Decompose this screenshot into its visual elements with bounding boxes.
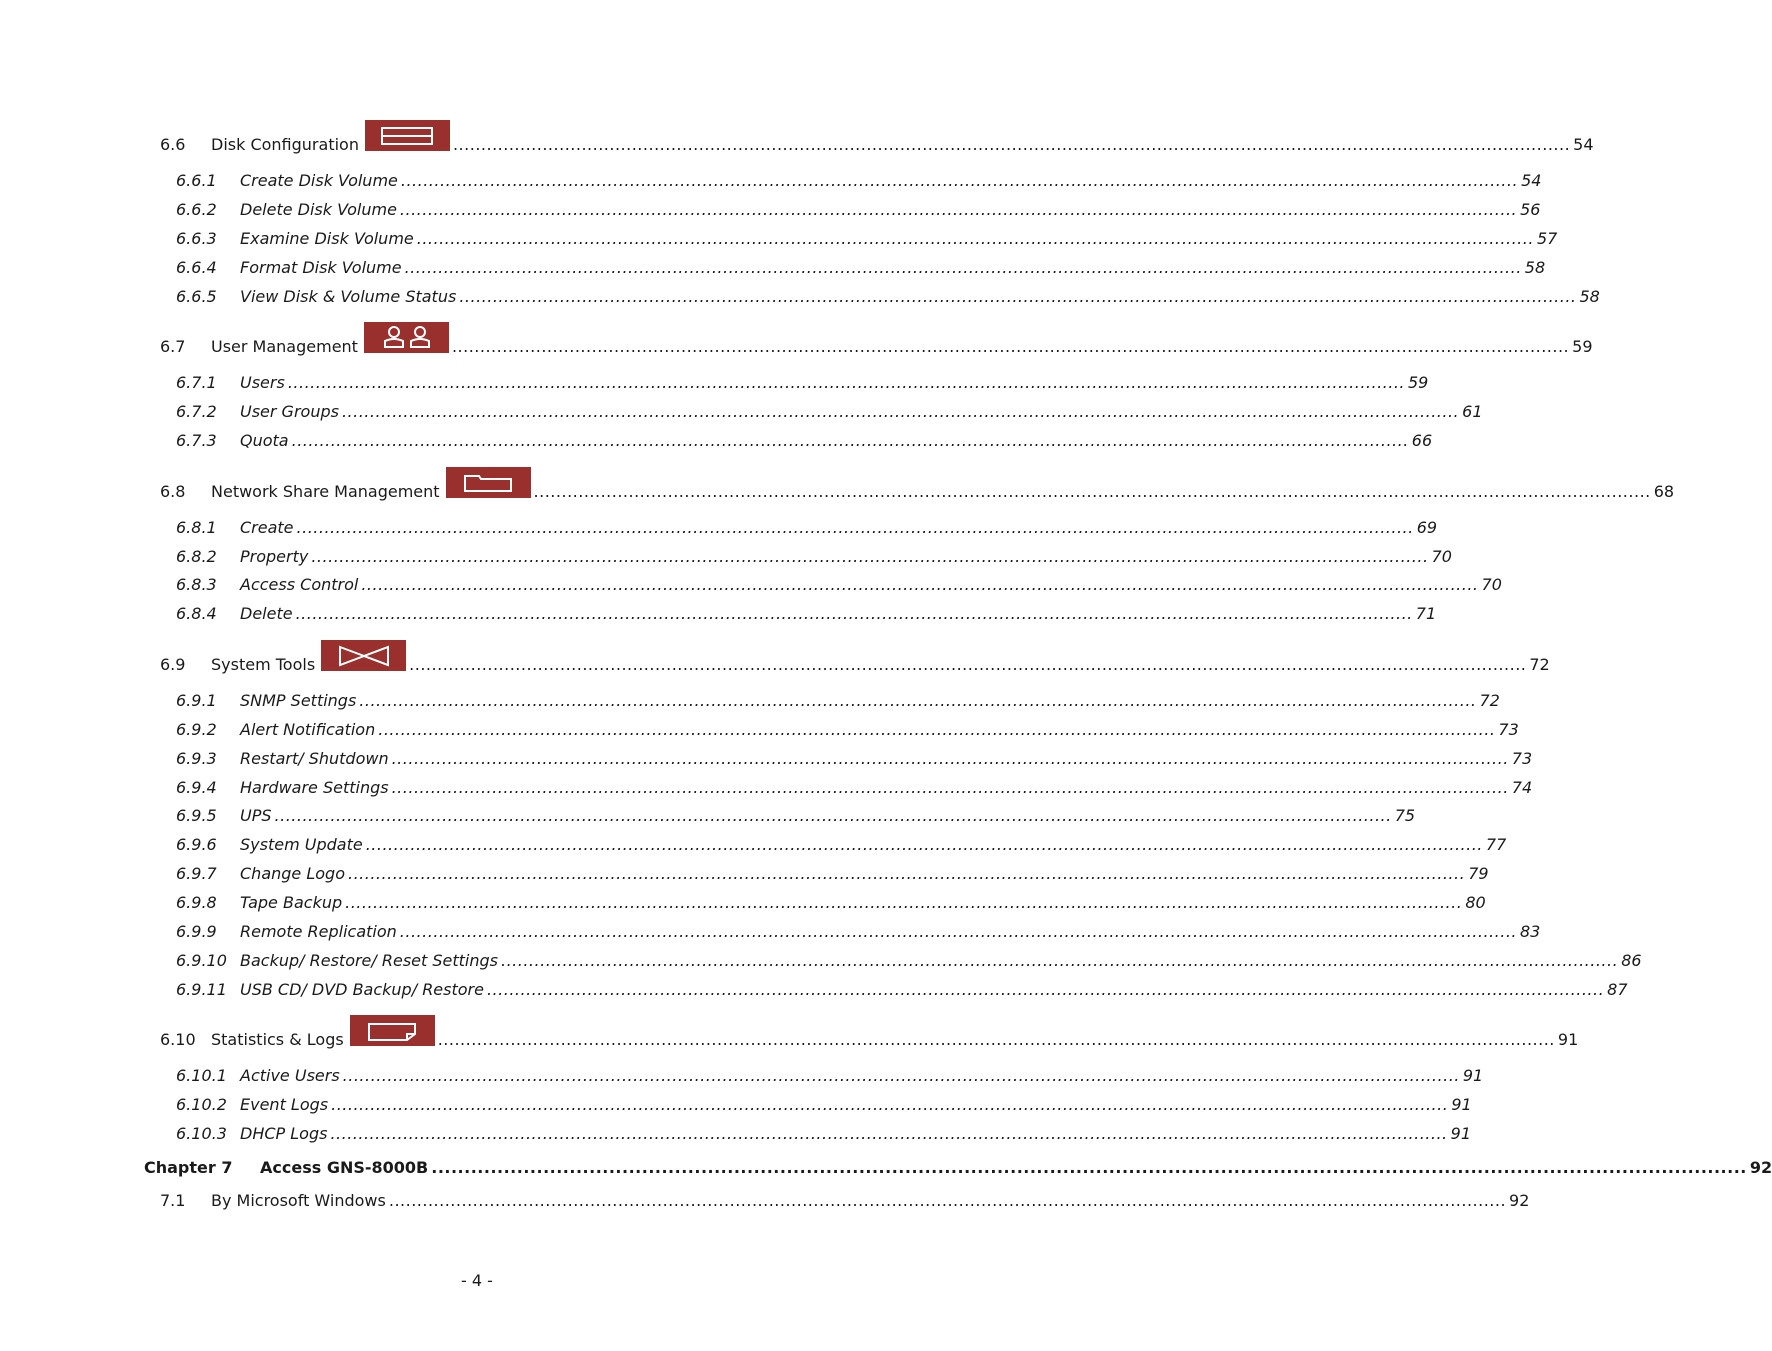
toc-entry[interactable] <box>160 651 1550 675</box>
toc-entry-title: Property <box>240 547 309 566</box>
toc-entry-page: 91 <box>1462 1066 1484 1085</box>
toc-entry-number: 6.8.1 <box>176 518 217 537</box>
toc-entry[interactable] <box>176 918 1541 942</box>
toc-entry[interactable] <box>176 860 1489 884</box>
toc-entry-title: Change Logo <box>240 864 345 883</box>
toc-entry-title: Delete <box>240 604 293 623</box>
toc-entry[interactable] <box>160 1187 1530 1211</box>
toc-entry-number: 6.10.3 <box>176 1124 227 1143</box>
toc-entry-page: 66 <box>1411 431 1433 450</box>
toc-entry-page: 87 <box>1607 980 1628 999</box>
toc-entry-title: UPS <box>240 806 272 825</box>
toc-entry[interactable] <box>176 831 1507 855</box>
toc-entry-title: Restart/ Shutdown <box>240 749 389 768</box>
toc-entry-number: 6.9.7 <box>176 864 217 883</box>
toc-entry-number: 6.8.2 <box>176 547 217 566</box>
toc-entry-title: User Groups <box>240 402 339 421</box>
toc-entry-title: Quota <box>240 431 289 450</box>
toc-entry-number: 6.9.4 <box>176 778 217 797</box>
dot-leader: ........................................................................................................................................................................................................ <box>459 287 1577 306</box>
dot-leader: ........................................................................................................................................................................................................ <box>409 655 1527 674</box>
toc-entry-number: 6.9.11 <box>176 980 227 999</box>
toc-entry[interactable] <box>176 687 1500 711</box>
toc-entry[interactable] <box>176 196 1541 220</box>
dot-leader: ........................................................................................................................................................................................................ <box>399 922 1517 941</box>
toc-entry-number: 6.9.8 <box>176 893 217 912</box>
toc-entry-number: 6.9.9 <box>176 922 217 941</box>
toc-entry[interactable] <box>176 398 1483 422</box>
toc-entry[interactable] <box>160 1026 1579 1050</box>
toc-entry-page: 91 <box>1451 1095 1472 1114</box>
toc-entry[interactable] <box>176 947 1642 971</box>
toc-entry-title: Backup/ Restore/ Reset Settings <box>240 951 498 970</box>
toc-entry-page: 73 <box>1498 720 1519 739</box>
toc-entry-page: 75 <box>1394 806 1416 825</box>
toc-entry-page: 58 <box>1579 287 1600 306</box>
dot-leader: ........................................................................................................................................................................................................ <box>359 691 1477 710</box>
logs-icon <box>350 1015 435 1046</box>
toc-entry-title: USB CD/ DVD Backup/ Restore <box>240 980 484 999</box>
toc-entry[interactable] <box>176 716 1519 740</box>
toc-entry-page: 57 <box>1536 229 1558 248</box>
dot-leader: ........................................................................................................................................................................................................ <box>404 258 1522 277</box>
toc-entry-page: 92 <box>1749 1158 1772 1177</box>
dot-leader: ........................................................................................................................................................................................................ <box>399 200 1518 219</box>
toc-entry-title: Create <box>240 518 294 537</box>
dot-leader: ........................................................................................................................................................................................................ <box>416 229 1534 248</box>
toc-entry-number: 6.10.2 <box>176 1095 227 1114</box>
page-number: - 4 - <box>461 1271 493 1290</box>
toc-entry-title: Delete Disk Volume <box>240 200 397 219</box>
toc-entry-page: 69 <box>1416 518 1438 537</box>
dot-leader: ........................................................................................................................................................................................................ <box>348 864 1466 883</box>
toc-entry-page: 72 <box>1479 691 1500 710</box>
dot-leader: ........................................................................................................................................................................................................ <box>365 835 1483 854</box>
toc-entry[interactable] <box>176 514 1438 538</box>
toc-entry-number: 6.9.10 <box>176 951 227 970</box>
toc-entry-number: 6.9.2 <box>176 720 217 739</box>
toc-entry-title: Create Disk Volume <box>240 171 398 190</box>
dot-leader: ........................................................................................................................................................................................................ <box>330 1124 1448 1143</box>
dot-leader: ........................................................................................................................................................................................................ <box>378 720 1496 739</box>
toc-entry-page: 77 <box>1485 835 1507 854</box>
toc-entry[interactable] <box>176 774 1533 798</box>
toc-entry-page: 58 <box>1524 258 1546 277</box>
toc-entry-page: 80 <box>1465 893 1486 912</box>
toc-entry-title: User Management <box>211 337 358 356</box>
toc-entry-title: Alert Notification <box>240 720 376 739</box>
toc-entry-title: DHCP Logs <box>240 1124 328 1143</box>
toc-entry-number: Chapter 7 <box>144 1158 233 1177</box>
toc-entry-title: Event Logs <box>240 1095 329 1114</box>
toc-entry[interactable] <box>176 745 1533 769</box>
toc-entry-title: Disk Configuration <box>211 135 359 154</box>
toc-entry[interactable] <box>176 369 1429 393</box>
dot-leader: ........................................................................................................................................................................................................ <box>391 778 1509 797</box>
toc-entry-page: 68 <box>1653 482 1675 501</box>
toc-entry-page: 61 <box>1462 402 1483 421</box>
toc-entry-page: 83 <box>1519 922 1541 941</box>
toc-entry-number: 6.10 <box>160 1030 196 1049</box>
dot-leader: ........................................................................................................................................................................................................ <box>391 749 1509 768</box>
toc-entry-page: 54 <box>1521 171 1542 190</box>
dot-leader: ........................................................................................................................................................................................................ <box>451 337 1570 356</box>
toc-entry-page: 74 <box>1511 778 1533 797</box>
toc-entry[interactable] <box>176 976 1628 1000</box>
toc-entry-number: 6.9 <box>160 655 186 674</box>
toc-entry-title: Statistics & Logs <box>211 1030 344 1049</box>
toc-entry-page: 86 <box>1621 951 1642 970</box>
toc-entry-page: 54 <box>1573 135 1594 154</box>
folder-icon <box>446 467 531 498</box>
dot-leader: ........................................................................................................................................................................................................ <box>452 135 1571 154</box>
dot-leader: ........................................................................................................................................................................................................ <box>331 1095 1449 1114</box>
toc-entry-page: 72 <box>1529 655 1550 674</box>
toc-entry-page: 92 <box>1509 1191 1530 1210</box>
toc-entry[interactable] <box>176 571 1502 595</box>
toc-entry-title: By Microsoft Windows <box>211 1191 386 1210</box>
toc-entry-number: 6.9.6 <box>176 835 217 854</box>
toc-entry-title: Tape Backup <box>240 893 343 912</box>
toc-entry-number: 6.10.1 <box>176 1066 227 1085</box>
dot-leader: ........................................................................................................................................................................................................ <box>274 806 1392 825</box>
dot-leader: ........................................................................................................................................................................................................ <box>287 373 1405 392</box>
toc-entry-number: 6.7.3 <box>176 431 217 450</box>
toc-entry[interactable] <box>176 254 1546 278</box>
dot-leader: ........................................................................................................................................................................................................ <box>311 547 1429 566</box>
dot-leader: ........................................................................................................................................................................................................ <box>437 1030 1555 1049</box>
toc-entry-number: 6.8 <box>160 482 186 501</box>
dot-leader: ........................................................................................................................................................................................................ <box>341 402 1460 421</box>
toc-entry[interactable] <box>176 225 1558 249</box>
toc-entry-number: 6.9.5 <box>176 806 217 825</box>
toc-entry-number: 6.7.1 <box>176 373 217 392</box>
toc-entry-number: 6.7.2 <box>176 402 217 421</box>
toc-entry-title: Access Control <box>240 575 359 594</box>
toc-entry-title: System Update <box>240 835 363 854</box>
dot-leader: ........................................................................................................................................................................................................ <box>400 171 1519 190</box>
toc-entry[interactable] <box>176 283 1600 307</box>
toc-entry[interactable] <box>160 478 1675 502</box>
toc-entry-number: 7.1 <box>160 1191 186 1210</box>
toc-entry-title: Format Disk Volume <box>240 258 402 277</box>
dot-leader: ........................................................................................................................................................................................................ <box>388 1191 1507 1210</box>
toc-entry-title: Remote Replication <box>240 922 397 941</box>
toc-entry-number: 6.9.3 <box>176 749 217 768</box>
disk-icon <box>365 120 450 151</box>
toc-entry-number: 6.6.2 <box>176 200 217 219</box>
toc-entry-number: 6.6.4 <box>176 258 217 277</box>
toc-entry-page: 59 <box>1572 337 1593 356</box>
toc-entry[interactable] <box>176 1120 1471 1144</box>
toc-entry-page: 91 <box>1450 1124 1471 1143</box>
toc-entry-title: Examine Disk Volume <box>240 229 414 248</box>
toc-entry[interactable] <box>144 1154 1772 1178</box>
toc-entry-title: SNMP Settings <box>240 691 357 710</box>
toc-entry-page: 59 <box>1408 373 1429 392</box>
toc-entry[interactable] <box>160 131 1594 155</box>
dot-leader: ........................................................................................................................................................................................................ <box>361 575 1479 594</box>
toc-entry-page: 56 <box>1520 200 1541 219</box>
toc-entry-number: 6.6.1 <box>176 171 217 190</box>
toc-entry-page: 70 <box>1431 547 1452 566</box>
dot-leader: ........................................................................................................................................................................................................ <box>342 1066 1460 1085</box>
users-icon <box>364 322 449 353</box>
dot-leader: ........................................................................................................................................................................................................ <box>486 980 1605 999</box>
toc-entry-page: 71 <box>1415 604 1437 623</box>
toc-entry-title: Users <box>240 373 285 392</box>
toc-entry-page: 73 <box>1511 749 1533 768</box>
toc-entry[interactable] <box>176 600 1437 624</box>
toc-entry-number: 6.9.1 <box>176 691 217 710</box>
toc-entry[interactable] <box>176 167 1542 191</box>
toc-entry-title: Active Users <box>240 1066 340 1085</box>
dot-leader: ........................................................................................................................................................................................................ <box>431 1158 1747 1177</box>
dot-leader: ........................................................................................................................................................................................................ <box>501 951 1619 970</box>
toc-entry-number: 6.6.3 <box>176 229 217 248</box>
toc-entry-title: Network Share Management <box>211 482 440 501</box>
tools-icon <box>321 640 406 671</box>
toc-entry-title: System Tools <box>211 655 316 674</box>
toc-entry-page: 79 <box>1468 864 1489 883</box>
toc-entry-page: 70 <box>1481 575 1502 594</box>
toc-entry-number: 6.8.4 <box>176 604 217 623</box>
toc-entry-page: 91 <box>1557 1030 1579 1049</box>
toc-entry-number: 6.6 <box>160 135 186 154</box>
toc-entry-number: 6.7 <box>160 337 186 356</box>
toc-entry-title: Hardware Settings <box>240 778 389 797</box>
toc-entry[interactable] <box>176 889 1486 913</box>
dot-leader: ........................................................................................................................................................................................................ <box>345 893 1463 912</box>
toc-entry[interactable] <box>176 1062 1484 1086</box>
toc-entry-title: Access GNS-8000B <box>260 1158 429 1177</box>
toc-entry-number: 6.8.3 <box>176 575 217 594</box>
dot-leader: ........................................................................................................................................................................................................ <box>296 518 1414 537</box>
toc-entry-title: View Disk & Volume Status <box>240 287 457 306</box>
toc-entry-number: 6.6.5 <box>176 287 217 306</box>
toc-entry[interactable] <box>176 802 1416 826</box>
toc-entry[interactable] <box>176 427 1433 451</box>
dot-leader: ........................................................................................................................................................................................................ <box>291 431 1409 450</box>
toc-entry[interactable] <box>176 543 1452 567</box>
dot-leader: ........................................................................................................................................................................................................ <box>295 604 1413 623</box>
toc-entry[interactable] <box>176 1091 1472 1115</box>
dot-leader: ........................................................................................................................................................................................................ <box>533 482 1651 501</box>
toc-entry[interactable] <box>160 333 1593 357</box>
